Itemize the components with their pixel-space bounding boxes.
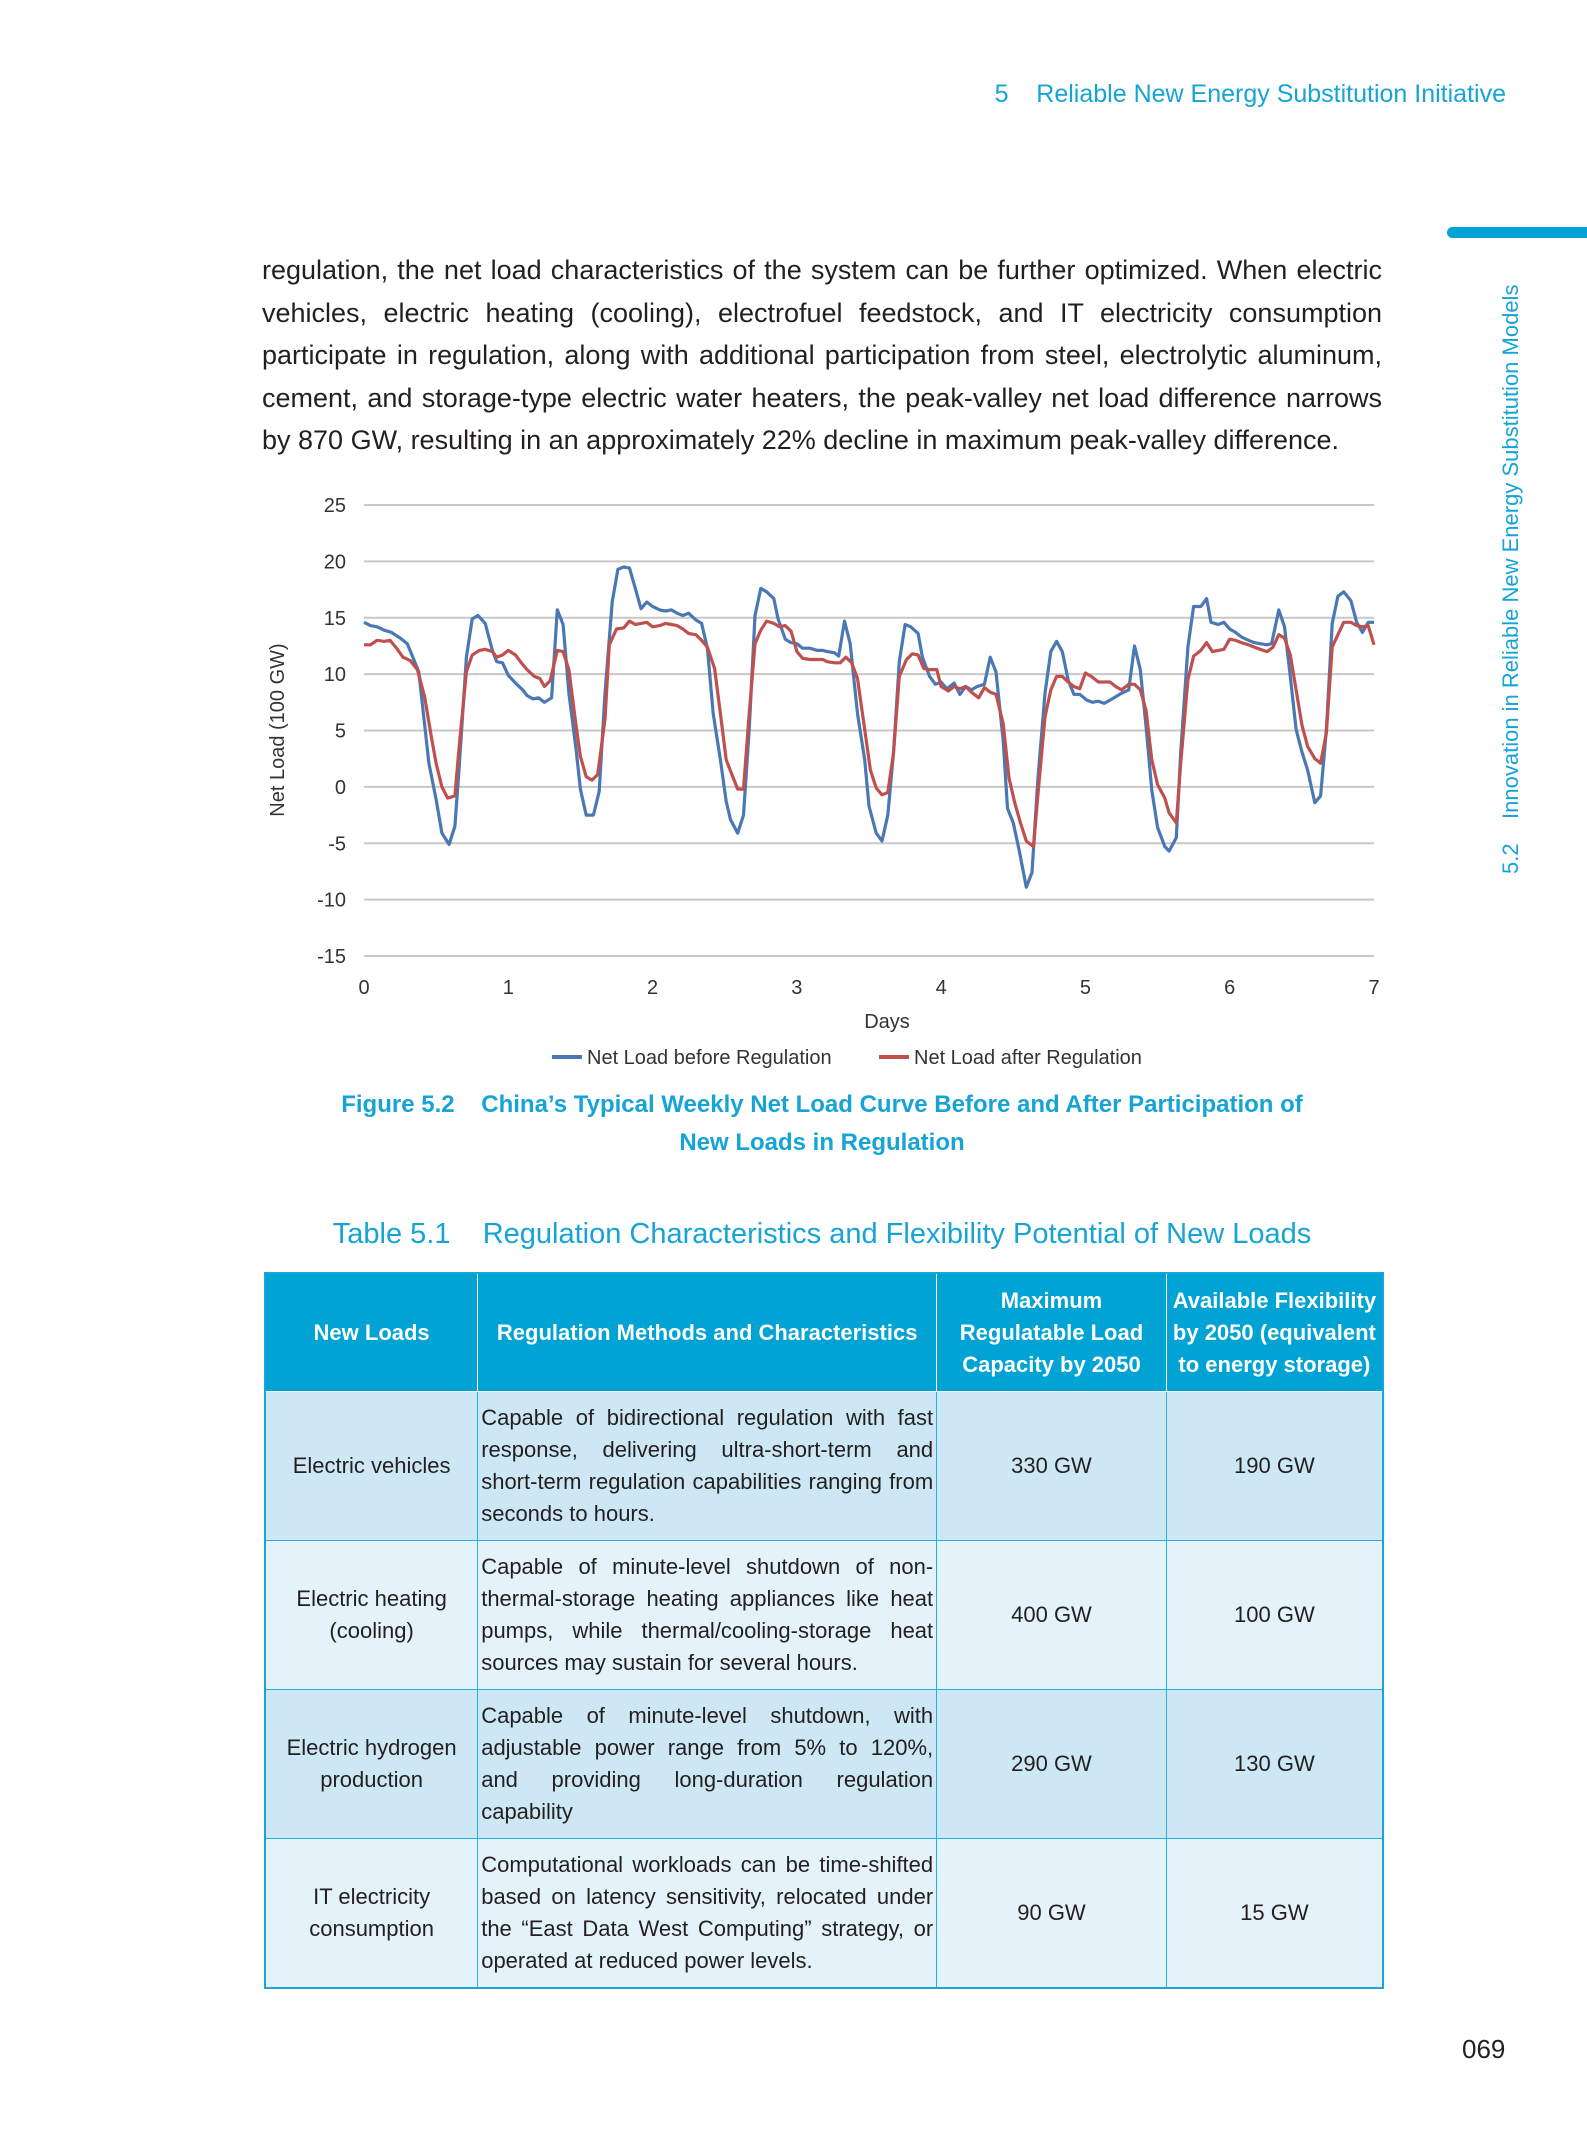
cell-capacity: 330 GW bbox=[937, 1392, 1167, 1541]
figure-caption bbox=[262, 1086, 1382, 1162]
y-tick-labels bbox=[317, 495, 346, 968]
y-axis-label: Net Load (100 GW) bbox=[267, 643, 289, 817]
new-loads-table bbox=[264, 1272, 1384, 1989]
header-flexibility: Available Flexibility by 2050 (equivalent to energy storage) bbox=[1166, 1273, 1383, 1392]
series-lines bbox=[364, 567, 1374, 887]
cell-load: Electric vehicles bbox=[265, 1392, 478, 1541]
x-tick-label: 6 bbox=[1224, 977, 1236, 999]
table-row bbox=[265, 1541, 1383, 1690]
header-regulation-methods: Regulation Methods and Characteristics bbox=[478, 1273, 937, 1392]
body-paragraph: regulation, the net load characteristics of the system can be further optimized. When electric vehicles, electric heating (cooling), electrofuel feedstock, and IT electricity consumption participate in regulation, along with additional participation from steel, electrolytic aluminum, cement, and storage-type electric water heaters, the peak-valley net load difference narrows by 870 GW, resulting in an approximately 22% decline in maximum peak-valley difference. bbox=[262, 255, 1382, 456]
series-line-before-regulation bbox=[364, 567, 1374, 887]
table-row bbox=[265, 1839, 1383, 1989]
series-line-after-regulation bbox=[364, 621, 1374, 847]
cell-description: Capable of minute-level shutdown, with adjustable power range from 5% to 120%, and providing long-duration regulation capability bbox=[478, 1690, 937, 1839]
figure-caption-line-1: Figure 5.2 China’s Typical Weekly Net Load Curve Before and After Participation of bbox=[341, 1091, 1303, 1118]
table-title: Table 5.1 Regulation Characteristics and Flexibility Potential of New Loads bbox=[332, 1218, 1312, 1250]
y-tick-label: 20 bbox=[323, 551, 346, 574]
cell-load: IT electricity consumption bbox=[265, 1839, 478, 1989]
x-tick-label: 1 bbox=[502, 977, 514, 999]
x-tick-label: 2 bbox=[647, 977, 659, 999]
cell-flexibility: 130 GW bbox=[1166, 1690, 1383, 1839]
gridlines bbox=[364, 505, 1374, 956]
y-tick-label: 5 bbox=[334, 720, 346, 743]
cell-flexibility: 100 GW bbox=[1166, 1541, 1383, 1690]
header-new-loads: New Loads bbox=[265, 1273, 478, 1392]
legend-label-before: Net Load before Regulation bbox=[587, 1047, 832, 1069]
cell-load: Electric hydrogen production bbox=[265, 1690, 478, 1839]
y-tick-label: -10 bbox=[317, 889, 346, 912]
table-row bbox=[265, 1392, 1383, 1541]
net-load-chart bbox=[0, 470, 1587, 1080]
y-tick-label: 0 bbox=[334, 776, 346, 799]
cell-load: Electric heating (cooling) bbox=[265, 1541, 478, 1690]
cell-capacity: 90 GW bbox=[937, 1839, 1167, 1989]
x-tick-labels bbox=[358, 977, 1379, 999]
page-number: 069 bbox=[1462, 2034, 1506, 2064]
x-tick-label: 5 bbox=[1079, 977, 1091, 999]
legend bbox=[552, 1047, 1142, 1069]
cell-flexibility: 190 GW bbox=[1166, 1392, 1383, 1541]
table-row bbox=[265, 1690, 1383, 1839]
x-tick-label: 7 bbox=[1368, 977, 1380, 999]
cell-capacity: 400 GW bbox=[937, 1541, 1167, 1690]
running-head: 5 Reliable New Energy Substitution Initiative bbox=[994, 80, 1506, 108]
y-tick-label: 25 bbox=[323, 495, 346, 517]
x-tick-label: 3 bbox=[791, 977, 803, 999]
section-tab-bar bbox=[1447, 227, 1587, 238]
y-tick-label: -5 bbox=[328, 833, 346, 856]
x-axis-label: Days bbox=[864, 1011, 910, 1033]
header-max-capacity: Maximum Regulatable Load Capacity by 2050 bbox=[937, 1273, 1167, 1392]
cell-description: Capable of minute-level shutdown of non-thermal-storage heating appliances like heat pumps, while thermal/cooling-storage heat sources may sustain for several hours. bbox=[478, 1541, 937, 1690]
cell-flexibility: 15 GW bbox=[1166, 1839, 1383, 1989]
x-tick-label: 4 bbox=[935, 977, 947, 999]
table-header-row bbox=[265, 1273, 1383, 1392]
x-tick-label: 0 bbox=[358, 977, 370, 999]
side-section-title: 5.2 Innovation in Reliable New Energy Substitution Models bbox=[1498, 284, 1523, 874]
cell-description: Capable of bidirectional regulation with fast response, delivering ultra-short-term and short-term regulation capabilities ranging from seconds to hours. bbox=[478, 1392, 937, 1541]
cell-description: Computational workloads can be time-shifted based on latency sensitivity, relocated under the “East Data West Computing” strategy, or operated at reduced power levels. bbox=[478, 1839, 937, 1989]
y-tick-label: -15 bbox=[317, 946, 346, 968]
y-tick-label: 15 bbox=[323, 607, 346, 630]
cell-capacity: 290 GW bbox=[937, 1690, 1167, 1839]
y-tick-label: 10 bbox=[323, 664, 346, 687]
legend-label-after: Net Load after Regulation bbox=[914, 1047, 1142, 1069]
figure-caption-line-2: New Loads in Regulation bbox=[679, 1129, 965, 1156]
